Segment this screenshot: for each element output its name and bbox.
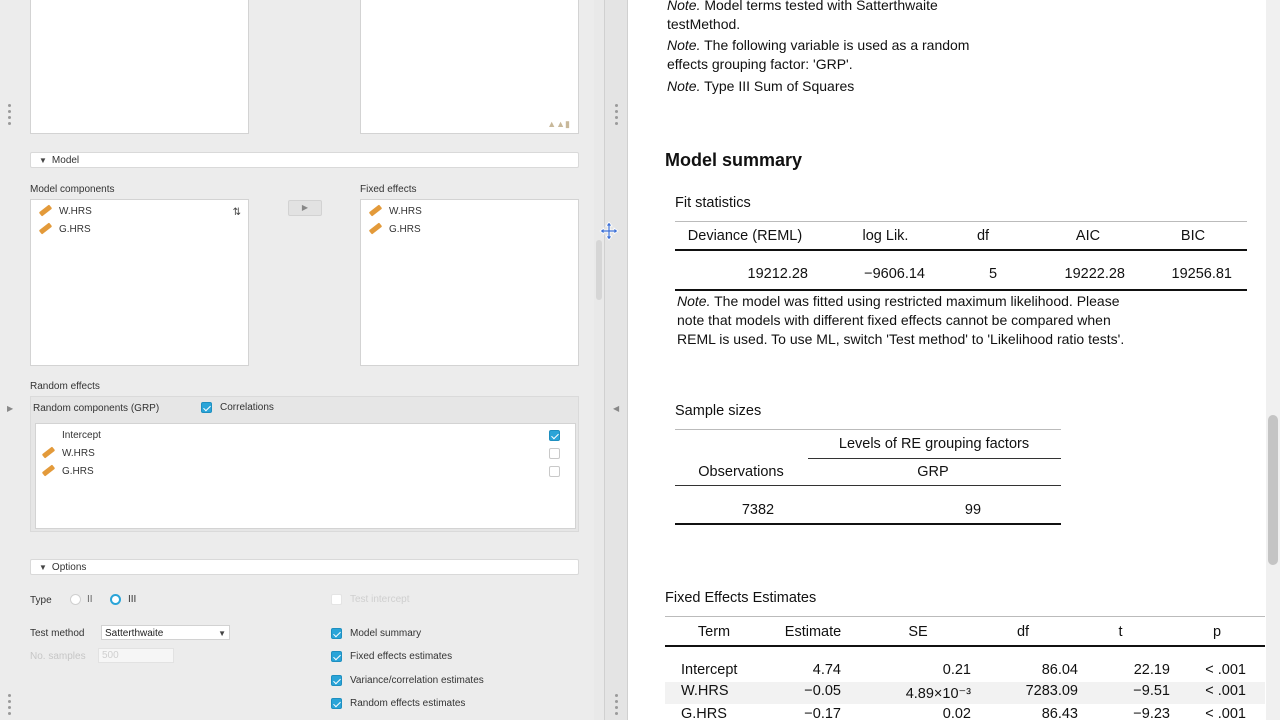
fit-header-deviance: Deviance (REML) <box>687 228 803 244</box>
fixed-header-se: SE <box>908 624 928 640</box>
panel-resize-grip-bottom[interactable] <box>8 694 12 718</box>
fit-note-line2: note that models with different fixed effects cannot be compared when <box>677 312 1111 328</box>
splitter-grip-bottom[interactable] <box>615 694 619 718</box>
model-summary-checkbox[interactable] <box>331 628 342 639</box>
collapse-triangle-icon: ▼ <box>39 563 47 572</box>
results-scrollbar[interactable] <box>1266 0 1280 720</box>
variance-correlation-label: Variance/correlation estimates <box>350 675 484 686</box>
row-se: 0.21 <box>942 662 971 678</box>
expand-arrow-icon[interactable]: ▶ <box>7 404 14 413</box>
sample-sizes-title: Sample sizes <box>675 403 762 419</box>
fixed-effects-label: Fixed effects <box>360 184 417 195</box>
splitter-grip-top[interactable] <box>615 104 619 128</box>
sample-obs-value: 7382 <box>741 502 775 518</box>
panel-resize-grip[interactable] <box>8 104 12 128</box>
w-hrs-checkbox[interactable] <box>549 448 560 459</box>
list-item[interactable]: G.HRS <box>39 224 91 235</box>
fixed-effects-estimates-checkbox[interactable] <box>331 651 342 662</box>
table-row <box>665 661 1265 683</box>
fixed-header-t: t <box>1118 624 1123 640</box>
row-df: 86.04 <box>1041 662 1078 678</box>
list-item[interactable]: W.HRS <box>39 206 92 217</box>
g-hrs-checkbox[interactable] <box>549 466 560 477</box>
fit-note-line3: REML is used. To use ML, switch 'Test method' to 'Likelihood ratio tests'. <box>677 331 1125 347</box>
list-item[interactable]: G.HRS <box>369 224 421 235</box>
variance-correlation-checkbox[interactable] <box>331 675 342 686</box>
move-right-button[interactable]: ▶ <box>288 200 322 216</box>
fit-header-bic: BIC <box>1180 228 1206 244</box>
row-t: 22.19 <box>1133 662 1170 678</box>
results-scrollbar-thumb[interactable] <box>1268 415 1278 565</box>
row-p: < .001 <box>1205 683 1246 699</box>
note-satterthwaite: Note. Model terms tested with Satterthwaite <box>667 0 938 13</box>
sample-obs-header: Observations <box>698 464 784 480</box>
row-estimate: −0.05 <box>804 683 841 699</box>
row-se: 0.02 <box>942 706 971 720</box>
options-scrollbar-thumb[interactable] <box>596 240 602 300</box>
type-iii-radio[interactable] <box>110 594 121 605</box>
fixed-effects-title: Fixed Effects Estimates <box>665 590 817 606</box>
fit-value-deviance: 19212.28 <box>747 266 808 282</box>
model-summary-label: Model summary <box>350 628 422 639</box>
row-p: < .001 <box>1205 706 1246 720</box>
options-scrollbar[interactable] <box>594 0 604 720</box>
collapse-arrow-icon[interactable]: ◀ <box>613 404 620 413</box>
list-item[interactable]: Intercept <box>62 430 101 441</box>
sample-grp-header: GRP <box>917 464 949 480</box>
model-section-header[interactable] <box>30 152 579 168</box>
scale-variable-icon <box>39 204 52 216</box>
fit-header-aic: AIC <box>1075 228 1101 244</box>
test-intercept-label: Test intercept <box>350 594 410 605</box>
correlations-label: Correlations <box>220 402 274 413</box>
model-summary-heading: Model summary <box>665 150 803 170</box>
row-df: 86.43 <box>1041 706 1078 720</box>
type-iii-label: III <box>128 594 137 605</box>
fit-value-aic: 19222.28 <box>1064 266 1125 282</box>
correlations-checkbox[interactable] <box>201 402 212 413</box>
fit-value-loglik: −9606.14 <box>864 266 925 282</box>
fit-value-df: 5 <box>988 266 998 282</box>
row-term: G.HRS <box>681 706 727 720</box>
pane-splitter[interactable] <box>604 0 628 720</box>
sort-icon[interactable]: ⇅ <box>232 207 241 218</box>
list-item[interactable]: G.HRS <box>42 466 94 477</box>
note-sum-of-squares: Note. Type III Sum of Squares <box>667 78 855 94</box>
test-method-label: Test method <box>30 628 85 639</box>
table-rule <box>665 616 1265 617</box>
assigned-variables-box[interactable] <box>360 0 579 134</box>
row-p: < .001 <box>1205 662 1246 678</box>
results-panel <box>628 0 1266 720</box>
fit-header-df: df <box>976 228 990 244</box>
test-intercept-checkbox[interactable] <box>331 594 342 605</box>
table-rule <box>675 249 1247 251</box>
fit-note: Note. The model was fitted using restricted maximum likelihood. Please <box>677 293 1120 309</box>
fixed-effects-list[interactable] <box>360 199 579 366</box>
row-t: −9.51 <box>1133 683 1170 699</box>
table-row <box>665 705 1265 720</box>
fixed-header-estimate: Estimate <box>784 624 842 640</box>
list-item[interactable]: W.HRS <box>42 448 95 459</box>
no-samples-input[interactable]: 500 <box>98 648 174 663</box>
scale-variable-icon <box>369 204 382 216</box>
random-effects-estimates-checkbox[interactable] <box>331 698 342 709</box>
random-components-list[interactable] <box>35 423 576 529</box>
note-satterthwaite-cont: testMethod. <box>667 16 741 32</box>
row-estimate: 4.74 <box>812 662 841 678</box>
analysis-options-panel <box>0 0 604 720</box>
fit-statistics-title: Fit statistics <box>675 195 751 211</box>
intercept-checkbox[interactable] <box>549 430 560 441</box>
fit-header-loglik: log Lik. <box>862 228 909 244</box>
scale-variable-icon <box>42 464 55 476</box>
sample-grp-value: 99 <box>964 502 982 518</box>
random-effects-group <box>30 396 579 532</box>
row-se: 4.89×10⁻³ <box>905 686 971 702</box>
variable-type-icons: ▲▲▮ <box>547 119 570 129</box>
table-rule <box>675 523 1061 525</box>
fixed-header-p: p <box>1212 624 1222 640</box>
model-components-list[interactable] <box>30 199 249 366</box>
row-df: 7283.09 <box>1025 683 1078 699</box>
resize-cursor-icon <box>599 221 619 241</box>
random-components-label: Random components (GRP) <box>33 403 160 414</box>
variables-list-box[interactable] <box>30 0 249 134</box>
type-label: Type <box>30 595 52 606</box>
row-t: −9.23 <box>1133 706 1170 720</box>
model-components-label: Model components <box>30 184 115 195</box>
type-ii-radio[interactable] <box>70 594 81 605</box>
no-samples-label: No. samples <box>30 651 86 662</box>
random-effects-label: Random effects <box>30 381 100 392</box>
table-rule <box>808 458 1061 459</box>
model-section-label: Model <box>51 155 80 166</box>
table-row <box>665 682 1265 704</box>
sample-group-header: Levels of RE grouping factors <box>838 436 1030 452</box>
fixed-header-df: df <box>1016 624 1030 640</box>
scale-variable-icon <box>42 446 55 458</box>
chevron-down-icon: ▼ <box>218 629 226 638</box>
fixed-header-term: Term <box>697 624 731 640</box>
table-rule <box>665 645 1265 647</box>
scale-variable-icon <box>369 222 382 234</box>
row-estimate: −0.17 <box>804 706 841 720</box>
test-method-dropdown[interactable] <box>101 625 230 640</box>
fit-value-bic: 19256.81 <box>1171 266 1232 282</box>
options-section-header[interactable] <box>30 559 579 575</box>
list-item[interactable]: W.HRS <box>369 206 422 217</box>
note-grouping-factor-cont: effects grouping factor: 'GRP'. <box>667 56 853 72</box>
test-method-value: Satterthwaite <box>105 628 164 639</box>
table-rule <box>675 221 1247 222</box>
collapse-triangle-icon: ▼ <box>39 156 47 165</box>
fixed-effects-estimates-label: Fixed effects estimates <box>350 651 453 662</box>
note-grouping-factor: Note. The following variable is used as a random <box>667 37 970 53</box>
table-rule <box>675 485 1061 486</box>
table-rule <box>675 429 1061 430</box>
type-ii-label: II <box>87 594 93 605</box>
random-effects-estimates-label: Random effects estimates <box>350 698 466 709</box>
row-term: W.HRS <box>681 683 729 699</box>
options-section-label: Options <box>51 562 87 573</box>
scale-variable-icon <box>39 222 52 234</box>
row-term: Intercept <box>681 662 738 678</box>
table-rule <box>675 289 1247 291</box>
